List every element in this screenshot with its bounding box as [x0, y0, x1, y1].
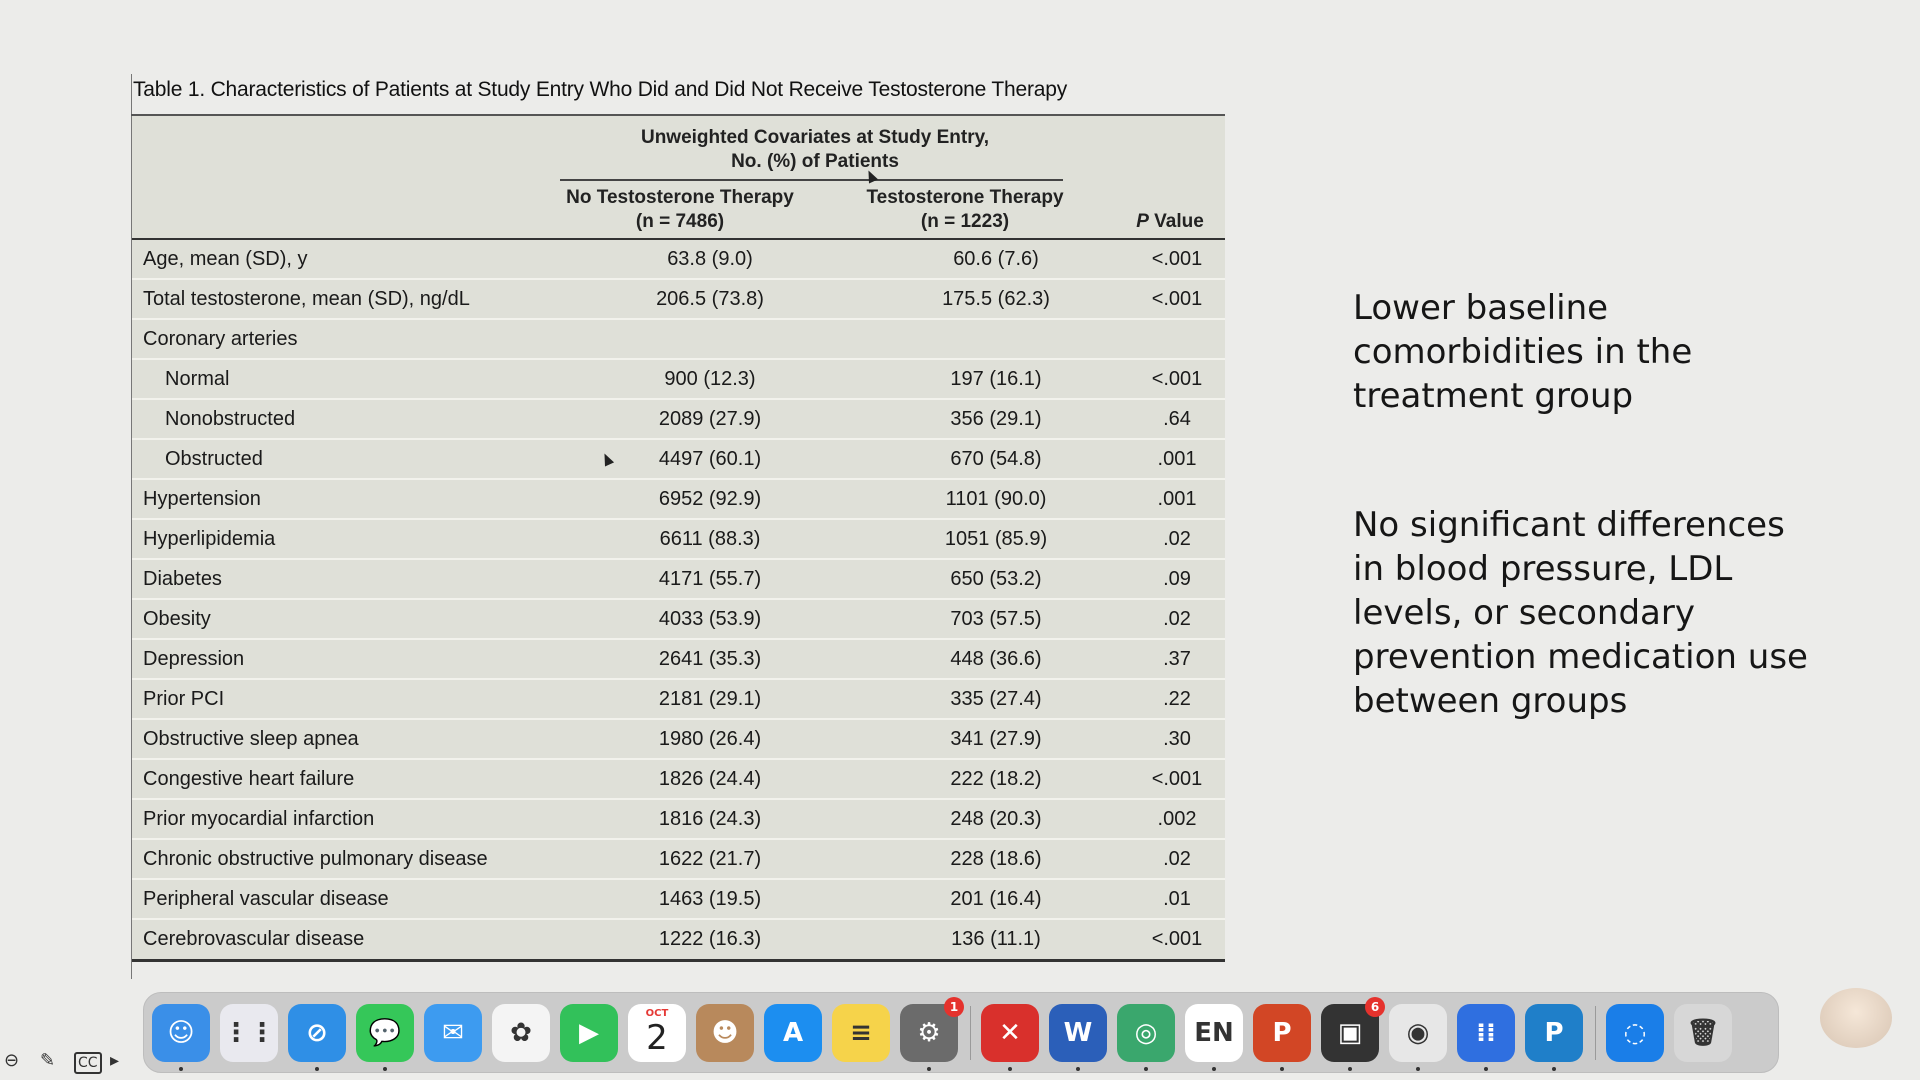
row-label: Normal — [165, 368, 230, 390]
running-indicator — [1484, 1067, 1488, 1071]
dock-glyph: ◎ — [1134, 1018, 1158, 1048]
row-p-value: .001 — [1157, 488, 1197, 510]
group-header-line2: No. (%) of Patients — [731, 151, 899, 172]
p-letter: P — [1136, 211, 1149, 232]
notification-badge: 6 — [1365, 997, 1385, 1017]
row-value-no-tt: 2181 (29.1) — [658, 688, 762, 710]
network-icon[interactable] — [1117, 1004, 1175, 1062]
row-value-tt: 335 (27.4) — [950, 688, 1042, 710]
row-label: Hyperlipidemia — [143, 528, 276, 550]
dock-glyph: EN — [1194, 1018, 1234, 1048]
table-row — [132, 280, 1225, 320]
notes-icon[interactable] — [832, 1004, 890, 1062]
dock-glyph: ⁞⁞ — [1476, 1018, 1496, 1048]
table-row — [132, 520, 1225, 560]
table-row — [132, 760, 1225, 800]
word-icon[interactable] — [1049, 1004, 1107, 1062]
app-store-icon[interactable] — [764, 1004, 822, 1062]
group-header-rule — [560, 179, 1063, 181]
row-label: Obstructive sleep apnea — [143, 728, 359, 750]
row-value-no-tt: 2089 (27.9) — [658, 408, 762, 430]
column-header-p-value — [1120, 210, 1220, 234]
row-p-value: .002 — [1157, 808, 1197, 830]
row-p-value: .64 — [1163, 408, 1191, 430]
table-title: Table 1. Characteristics of Patients at Study Entry Who Did and Did Not Receive Testosterone Therapy — [133, 78, 1068, 101]
dock-glyph: ✿ — [510, 1018, 532, 1048]
table-row — [132, 560, 1225, 600]
table-body — [132, 240, 1225, 958]
dock-glyph: ✕ — [999, 1018, 1021, 1048]
row-value-no-tt: 2641 (35.3) — [658, 648, 762, 670]
safari-icon[interactable] — [288, 1004, 346, 1062]
running-indicator — [1212, 1067, 1216, 1071]
dock-glyph: ✉ — [442, 1018, 464, 1048]
dock — [143, 992, 1779, 1073]
row-value-no-tt: 1816 (24.3) — [658, 808, 762, 830]
row-label: Hypertension — [143, 488, 261, 510]
dock-glyph: ☻ — [711, 1018, 739, 1048]
row-label: Coronary arteries — [143, 328, 298, 350]
grid-app-icon[interactable] — [1457, 1004, 1515, 1062]
row-value-tt: 1051 (85.9) — [944, 528, 1048, 550]
column-header-no-tt-line2: (n = 7486) — [635, 211, 725, 232]
table-row — [132, 480, 1225, 520]
row-value-tt: 356 (29.1) — [950, 408, 1042, 430]
row-p-value: .30 — [1163, 728, 1191, 750]
dock-separator — [1595, 1006, 1596, 1060]
calendar-icon[interactable] — [628, 1004, 686, 1062]
dock-glyph: P — [1272, 1018, 1292, 1048]
language-icon[interactable] — [1185, 1004, 1243, 1062]
row-value-tt: 228 (18.6) — [950, 848, 1042, 870]
row-value-tt: 703 (57.5) — [950, 608, 1042, 630]
publisher-icon[interactable] — [1525, 1004, 1583, 1062]
parallels-icon[interactable] — [981, 1004, 1039, 1062]
row-p-value: .22 — [1163, 688, 1191, 710]
contacts-icon[interactable] — [696, 1004, 754, 1062]
dock-glyph: ⊘ — [306, 1018, 328, 1048]
row-label: Prior PCI — [143, 688, 225, 710]
row-label: Total testosterone, mean (SD), ng/dL — [143, 288, 470, 310]
row-value-no-tt: 4171 (55.7) — [658, 568, 762, 590]
dock-separator — [970, 1006, 971, 1060]
row-label: Age, mean (SD), y — [143, 248, 308, 270]
row-p-value: .02 — [1163, 608, 1191, 630]
row-p-value: .01 — [1163, 888, 1191, 910]
running-indicator — [1416, 1067, 1420, 1071]
dock-glyph: ≡ — [850, 1018, 872, 1048]
dock-glyph: P — [1544, 1018, 1564, 1048]
row-label: Diabetes — [143, 568, 222, 590]
row-p-value: <.001 — [1151, 768, 1203, 790]
row-label: Chronic obstructive pulmonary disease — [143, 848, 488, 870]
photos-icon[interactable] — [492, 1004, 550, 1062]
dock-icons — [152, 1001, 1742, 1065]
powerpoint-icon[interactable] — [1253, 1004, 1311, 1062]
row-value-no-tt: 6611 (88.3) — [659, 528, 761, 550]
closed-caption-button[interactable]: CC — [74, 1052, 102, 1074]
table-row — [132, 800, 1225, 840]
row-value-tt: 341 (27.9) — [950, 728, 1042, 750]
table-bottom-rule — [132, 959, 1225, 962]
row-label: Depression — [143, 648, 245, 670]
row-label: Obstructed — [165, 448, 263, 470]
dock-glyph: ⚙ — [917, 1018, 941, 1048]
row-value-tt: 175.5 (62.3) — [942, 288, 1050, 310]
row-value-tt: 670 (54.8) — [950, 448, 1042, 470]
table-row — [132, 240, 1225, 280]
row-value-no-tt: 900 (12.3) — [664, 368, 756, 390]
running-indicator — [1144, 1067, 1148, 1071]
facetime-icon[interactable] — [560, 1004, 618, 1062]
row-value-tt: 60.6 (7.6) — [953, 248, 1039, 270]
running-indicator — [179, 1067, 183, 1071]
table-row — [132, 840, 1225, 880]
table-row — [132, 360, 1225, 400]
row-p-value: .02 — [1163, 848, 1191, 870]
table-row — [132, 720, 1225, 760]
row-value-tt: 197 (16.1) — [950, 368, 1042, 390]
trash-icon[interactable] — [1674, 1004, 1732, 1062]
row-p-value: <.001 — [1151, 928, 1203, 950]
camera-off-icon[interactable]: ▸ — [110, 1050, 120, 1071]
table-row — [132, 600, 1225, 640]
system-settings-icon[interactable] — [900, 1000, 959, 1062]
toolbox-icon[interactable] — [1321, 1000, 1380, 1062]
calendar-day: 2 — [646, 1018, 668, 1058]
column-header-no-testosterone — [540, 186, 820, 234]
table-row — [132, 400, 1225, 440]
mail-icon[interactable] — [424, 1004, 482, 1062]
row-value-tt: 222 (18.2) — [950, 768, 1042, 790]
running-indicator — [1008, 1067, 1012, 1071]
presenter-avatar — [1820, 988, 1892, 1048]
row-value-no-tt: 1222 (16.3) — [658, 928, 762, 950]
row-value-no-tt: 1826 (24.4) — [658, 768, 762, 790]
row-value-no-tt: 63.8 (9.0) — [667, 248, 753, 270]
dock-glyph: 🗑 — [1686, 1018, 1720, 1048]
row-label: Nonobstructed — [165, 408, 296, 430]
column-header-tt-line2: (n = 1223) — [920, 211, 1010, 232]
row-value-no-tt: 4497 (60.1) — [658, 448, 762, 470]
dock-glyph: ◌ — [1623, 1018, 1647, 1048]
dock-glyph: ⋮⋮ — [223, 1018, 275, 1048]
table-row — [132, 880, 1225, 920]
group-header — [530, 126, 1100, 174]
dock-glyph: ▶ — [579, 1018, 599, 1048]
running-indicator — [315, 1067, 319, 1071]
dock-glyph: ▣ — [1337, 1018, 1363, 1048]
row-value-tt: 136 (11.1) — [951, 928, 1041, 950]
running-indicator — [1552, 1067, 1556, 1071]
dock-glyph: ◉ — [1406, 1018, 1430, 1048]
running-indicator — [1280, 1067, 1284, 1071]
table-row — [132, 680, 1225, 720]
running-indicator — [1076, 1067, 1080, 1071]
back-circle-icon[interactable]: ⊖ — [4, 1050, 20, 1071]
row-value-tt: 1101 (90.0) — [945, 488, 1047, 510]
table-row — [132, 440, 1225, 480]
running-indicator — [927, 1067, 931, 1071]
row-label: Peripheral vascular disease — [143, 888, 389, 910]
column-header-tt-line1: Testosterone Therapy — [866, 187, 1064, 208]
row-p-value: .001 — [1157, 448, 1197, 470]
row-p-value: .37 — [1163, 648, 1191, 670]
row-label: Obesity — [143, 608, 211, 630]
side-note-1: Lower baseline comorbidities in the treatment group — [1353, 288, 1693, 416]
notification-badge: 1 — [944, 997, 964, 1017]
dock-glyph: A — [782, 1018, 804, 1048]
row-value-tt: 448 (36.6) — [950, 648, 1042, 670]
dock-glyph: 💬 — [368, 1018, 402, 1048]
row-value-no-tt: 6952 (92.9) — [658, 488, 762, 510]
column-header-no-tt-line1: No Testosterone Therapy — [566, 187, 794, 208]
dock-glyph: W — [1063, 1018, 1093, 1048]
dock-glyph: ☺ — [167, 1018, 195, 1048]
table-row — [132, 640, 1225, 680]
spiral-app-icon[interactable] — [1606, 1004, 1664, 1062]
row-p-value: <.001 — [1151, 368, 1203, 390]
row-label: Congestive heart failure — [143, 768, 355, 790]
table-row — [132, 920, 1225, 958]
row-value-tt: 201 (16.4) — [950, 888, 1042, 910]
row-label: Prior myocardial infarction — [143, 808, 375, 830]
column-header-testosterone — [820, 186, 1110, 234]
messages-icon[interactable] — [356, 1004, 414, 1062]
row-value-no-tt: 1622 (21.7) — [658, 848, 762, 870]
row-value-no-tt: 4033 (53.9) — [658, 608, 762, 630]
chrome-icon[interactable] — [1389, 1004, 1447, 1062]
row-value-tt: 650 (53.2) — [950, 568, 1042, 590]
group-header-line1: Unweighted Covariates at Study Entry, — [640, 127, 990, 148]
running-indicator — [383, 1067, 387, 1071]
row-p-value: .02 — [1163, 528, 1191, 550]
row-value-no-tt: 1980 (26.4) — [658, 728, 762, 750]
launchpad-icon[interactable] — [220, 1004, 278, 1062]
row-p-value: <.001 — [1151, 248, 1203, 270]
table-row — [132, 320, 1225, 360]
running-indicator — [1348, 1067, 1352, 1071]
row-value-no-tt: 1463 (19.5) — [658, 888, 762, 910]
side-note-2: No significant differences in blood pressure, LDL levels, or secondary prevention medication use between groups — [1353, 505, 1808, 721]
row-value-no-tt: 206.5 (73.8) — [656, 288, 764, 310]
row-label: Cerebrovascular disease — [143, 928, 365, 950]
calendar-month: OCT — [645, 1008, 669, 1019]
row-p-value: <.001 — [1151, 288, 1203, 310]
row-value-tt: 248 (20.3) — [950, 808, 1042, 830]
finder-icon[interactable] — [152, 1004, 210, 1062]
row-p-value: .09 — [1163, 568, 1191, 590]
p-value-label: Value — [1148, 211, 1204, 232]
pen-icon[interactable]: ✎ — [40, 1050, 56, 1071]
